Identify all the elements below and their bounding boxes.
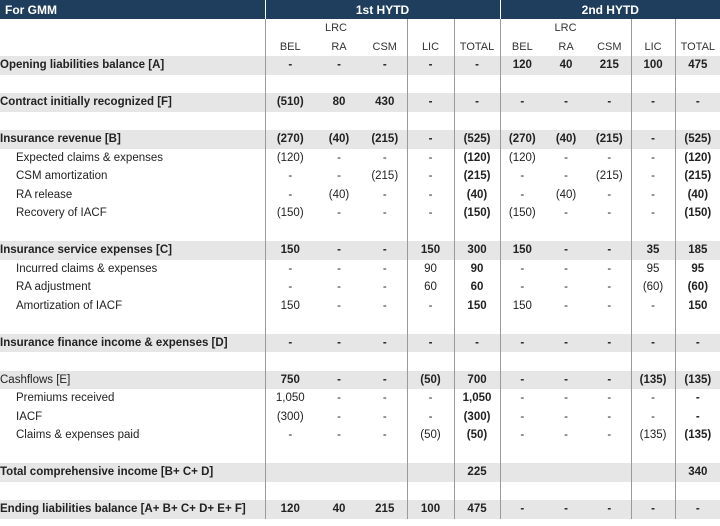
cell-p2-bel: - <box>500 389 544 408</box>
cell-p1-csm: 215 <box>363 500 407 519</box>
cell-p1-ra: - <box>315 56 363 75</box>
spacer-row <box>0 75 720 94</box>
cell-p1-total: (50) <box>454 426 500 445</box>
row-label: Recovery of IACF <box>16 207 107 220</box>
cell-p2-ra: - <box>564 281 568 294</box>
cell-p2-bel: - <box>500 260 544 279</box>
cell-p1-bel: 150 <box>265 241 315 260</box>
row-ra-adj <box>0 278 720 297</box>
cell-p1-ra: - <box>315 371 363 390</box>
cell-p2-bel: - <box>500 186 544 205</box>
cell-p2-total: 340 <box>675 463 720 482</box>
cell-p1-lic: - <box>407 149 454 168</box>
cell-p1-bel: - <box>265 167 315 186</box>
cell-p2-bel: - <box>500 371 544 390</box>
cell-p2-ra: - <box>544 371 588 390</box>
cell-p2-csm: - <box>607 188 612 201</box>
cell-p2-csm: - <box>588 93 631 112</box>
row-label: RA adjustment <box>16 281 91 294</box>
row-expected <box>0 149 720 168</box>
cell-p1-lic <box>407 463 454 482</box>
cell-p1-bel: 120 <box>265 500 315 519</box>
row-label: Insurance finance income & expenses [D] <box>0 334 265 353</box>
cell-p2-bel: 150 <box>500 241 544 260</box>
subheader-row-lrc <box>0 19 720 38</box>
spacer-row <box>0 112 720 131</box>
cell-p2-csm: - <box>607 262 612 275</box>
cell-p2-csm: (215) <box>588 130 631 149</box>
row-claims-paid <box>0 426 720 445</box>
cell-p1-ra: - <box>337 207 341 220</box>
cell-p2-csm: - <box>607 392 612 405</box>
cell-p2-total: - <box>675 334 720 353</box>
col-total-p1: TOTAL <box>454 38 500 57</box>
cell-p2-lic: 35 <box>631 241 675 260</box>
cell-p1-csm: - <box>363 334 407 353</box>
cell-p2-lic: - <box>631 167 675 186</box>
row-ra-release <box>0 186 720 205</box>
row-label: Total comprehensive income [B+ C+ D] <box>0 463 265 482</box>
row-label: Expected claims & expenses <box>16 151 164 164</box>
col-csm-p1: CSM <box>372 40 397 53</box>
cell-p2-csm: - <box>588 500 631 519</box>
cell-p2-bel: (270) <box>500 130 544 149</box>
cell-p1-csm: - <box>382 281 387 294</box>
cell-p1-ra: - <box>315 334 363 353</box>
cell-p1-total: - <box>454 93 500 112</box>
cell-p1-total: 225 <box>454 463 500 482</box>
cell-p2-ra: - <box>564 392 568 405</box>
cell-p1-ra: 80 <box>315 93 363 112</box>
cell-p2-lic: - <box>631 297 675 316</box>
col-bel-p1: BEL <box>265 38 315 57</box>
cell-p1-lic: - <box>407 204 454 223</box>
cell-p2-csm: (215) <box>595 170 623 183</box>
cell-p1-ra: - <box>337 410 341 423</box>
cell-p1-total: 90 <box>454 260 500 279</box>
cell-p1-csm: - <box>363 56 407 75</box>
cell-p2-total: - <box>675 500 720 519</box>
cell-p2-csm: - <box>588 334 631 353</box>
cell-p2-ra: - <box>564 299 568 312</box>
cell-p1-lic: 150 <box>407 241 454 260</box>
cell-p2-ra: - <box>544 334 588 353</box>
cell-p2-total: (60) <box>675 278 720 297</box>
cell-p2-total: 150 <box>675 297 720 316</box>
cell-p1-csm: - <box>363 371 407 390</box>
cell-p1-bel: 150 <box>265 297 315 316</box>
row-label: Insurance revenue [B] <box>0 130 265 149</box>
row-amort-iacf <box>0 297 720 316</box>
cell-p2-csm: - <box>607 151 612 164</box>
cell-p2-lic <box>631 463 675 482</box>
row-label: Cashflows [E] <box>0 371 265 390</box>
spacer-row <box>0 482 720 501</box>
cell-p1-total: (120) <box>454 149 500 168</box>
row-premiums <box>0 389 720 408</box>
row-label: Ending liabilities balance [A+ B+ C+ D+ E+ F] <box>0 500 265 519</box>
cell-p1-ra: - <box>337 429 341 442</box>
cell-p1-lic: - <box>407 93 454 112</box>
cell-p1-ra: - <box>337 281 341 294</box>
cell-p1-lic: - <box>407 408 454 427</box>
cell-p2-total: (135) <box>675 426 720 445</box>
cell-p1-lic: - <box>407 334 454 353</box>
row-opening <box>0 56 720 75</box>
cell-p2-bel: - <box>500 426 544 445</box>
cell-p1-ra: - <box>337 151 341 164</box>
cell-p2-lic: - <box>631 93 675 112</box>
cell-p1-csm: - <box>382 207 387 220</box>
row-label: CSM amortization <box>16 170 108 183</box>
cell-p2-lic: - <box>631 204 675 223</box>
cell-p1-total: 300 <box>454 241 500 260</box>
cell-p1-ra: - <box>337 170 341 183</box>
spacer-row <box>0 223 720 242</box>
cell-p1-csm: (215) <box>363 130 407 149</box>
col-bel-p2: BEL <box>500 38 544 57</box>
cell-p2-total: (150) <box>675 204 720 223</box>
col-ra-p1: RA <box>331 40 347 53</box>
cell-p2-bel: - <box>500 167 544 186</box>
cell-p2-ra: - <box>564 429 568 442</box>
cell-p1-ra: - <box>337 392 341 405</box>
row-label: RA release <box>16 188 73 201</box>
row-csm-amort <box>0 167 720 186</box>
spacer-row <box>0 445 720 464</box>
cell-p2-bel: - <box>500 408 544 427</box>
cell-p2-bel: (120) <box>500 149 544 168</box>
cell-p1-bel <box>265 463 315 482</box>
cell-p2-total: (525) <box>675 130 720 149</box>
cell-p2-ra: - <box>544 93 588 112</box>
row-tci <box>0 463 720 482</box>
cell-p2-ra: - <box>564 207 568 220</box>
cell-p2-bel: - <box>500 278 544 297</box>
cell-p2-bel: - <box>500 334 544 353</box>
cell-p1-total: (525) <box>454 130 500 149</box>
cell-p2-total: (215) <box>675 167 720 186</box>
cell-p2-csm: - <box>607 207 612 220</box>
row-recovery <box>0 204 720 223</box>
cell-p1-csm: - <box>382 410 387 423</box>
subheader-row-cols <box>0 38 720 57</box>
cell-p1-bel: (120) <box>265 149 315 168</box>
cell-p1-bel: (300) <box>265 408 315 427</box>
col-lic-p1: LIC <box>407 38 454 57</box>
cell-p2-total: (135) <box>675 371 720 390</box>
col-total-p2: TOTAL <box>675 38 720 57</box>
cell-p1-lic: - <box>407 389 454 408</box>
row-iacf <box>0 408 720 427</box>
cell-p1-lic: - <box>407 297 454 316</box>
cell-p2-ra: - <box>564 151 568 164</box>
cell-p2-ra <box>544 463 588 482</box>
cell-p2-lic: (60) <box>631 278 675 297</box>
cell-p2-csm: - <box>588 241 631 260</box>
row-label: Premiums received <box>16 392 115 405</box>
cell-p2-total: 475 <box>675 56 720 75</box>
cell-p2-total: 95 <box>675 260 720 279</box>
lrc-header-p1: LRC <box>265 19 407 38</box>
cell-p2-lic: 95 <box>631 260 675 279</box>
cell-p1-lic: (50) <box>407 426 454 445</box>
cell-p1-lic: - <box>407 56 454 75</box>
cell-p2-bel <box>500 463 544 482</box>
cell-p2-bel: - <box>500 500 544 519</box>
cell-p1-total: - <box>454 334 500 353</box>
cell-p1-ra: - <box>337 299 341 312</box>
cell-p2-ra: - <box>544 241 588 260</box>
cell-p1-lic: - <box>407 130 454 149</box>
row-label: Opening liabilities balance [A] <box>0 56 265 75</box>
cell-p1-ra <box>315 463 363 482</box>
cell-p1-bel: (270) <box>265 130 315 149</box>
cell-p2-csm: - <box>588 371 631 390</box>
cell-p1-total: 700 <box>454 371 500 390</box>
cell-p1-total: (40) <box>454 186 500 205</box>
cell-p2-csm: - <box>607 410 612 423</box>
row-contract <box>0 93 720 112</box>
row-label: Claims & expenses paid <box>16 429 140 442</box>
cell-p1-lic: - <box>407 167 454 186</box>
lrc-header-p2: LRC <box>500 19 631 38</box>
cell-p1-ra: (40) <box>328 188 350 201</box>
cell-p1-csm: - <box>382 392 387 405</box>
cell-p2-csm <box>588 463 631 482</box>
cell-p2-ra: - <box>544 500 588 519</box>
cell-p1-csm: - <box>382 299 387 312</box>
row-ending <box>0 500 720 519</box>
cell-p1-csm: - <box>382 429 387 442</box>
cell-p1-total: 475 <box>454 500 500 519</box>
row-label: IACF <box>16 410 43 423</box>
cell-p1-lic: - <box>407 186 454 205</box>
cell-p1-csm: (215) <box>371 170 399 183</box>
col-csm-p2: CSM <box>597 40 622 53</box>
cell-p1-total: 150 <box>454 297 500 316</box>
cell-p1-lic: 100 <box>407 500 454 519</box>
row-cashflows <box>0 371 720 390</box>
cell-p1-bel: - <box>265 260 315 279</box>
cell-p2-lic: - <box>631 186 675 205</box>
cell-p2-bel: 120 <box>500 56 544 75</box>
cell-p1-bel: - <box>265 56 315 75</box>
cell-p1-total: (300) <box>454 408 500 427</box>
row-label: Incurred claims & expenses <box>16 262 158 275</box>
cell-p1-bel: 750 <box>265 371 315 390</box>
cell-p2-lic: - <box>631 130 675 149</box>
period-2-header: 2nd HYTD <box>500 0 720 19</box>
cell-p1-csm: - <box>382 262 387 275</box>
cell-p2-bel: (150) <box>500 204 544 223</box>
row-incurred <box>0 260 720 279</box>
cell-p1-lic: 60 <box>407 278 454 297</box>
cell-p2-total: 185 <box>675 241 720 260</box>
cell-p1-lic: 90 <box>407 260 454 279</box>
cell-p2-lic: (135) <box>631 426 675 445</box>
cell-p2-bel: 150 <box>500 297 544 316</box>
row-label: Insurance service expenses [C] <box>0 241 265 260</box>
cell-p1-bel: - <box>265 186 315 205</box>
cell-p2-lic: - <box>631 389 675 408</box>
header-row <box>0 0 720 19</box>
cell-p1-total: 60 <box>454 278 500 297</box>
cell-p1-total: 1,050 <box>454 389 500 408</box>
cell-p1-total: (150) <box>454 204 500 223</box>
cell-p1-ra: - <box>337 262 341 275</box>
cell-p1-ra: - <box>315 241 363 260</box>
cell-p2-ra: - <box>564 170 568 183</box>
cell-p2-csm: - <box>607 429 612 442</box>
cell-p1-lic: (50) <box>407 371 454 390</box>
cell-p2-total: - <box>675 93 720 112</box>
cell-p1-bel: - <box>265 334 315 353</box>
cell-p2-ra: 40 <box>544 56 588 75</box>
cell-p1-ra: (40) <box>315 130 363 149</box>
cell-p2-lic: 100 <box>631 56 675 75</box>
cell-p1-bel: - <box>265 278 315 297</box>
cell-p1-ra: 40 <box>315 500 363 519</box>
cell-p1-bel: - <box>265 426 315 445</box>
cell-p2-bel: - <box>500 93 544 112</box>
cell-p1-total: - <box>454 56 500 75</box>
row-finance <box>0 334 720 353</box>
col-ra-p2: RA <box>558 40 574 53</box>
spacer-row <box>0 352 720 371</box>
period-1-header: 1st HYTD <box>265 0 500 19</box>
cell-p2-lic: - <box>631 334 675 353</box>
cell-p1-csm: - <box>382 151 387 164</box>
row-service <box>0 241 720 260</box>
cell-p2-csm: - <box>607 299 612 312</box>
cell-p2-ra: (40) <box>555 188 577 201</box>
cell-p2-total: (40) <box>675 186 720 205</box>
cell-p2-csm: - <box>607 281 612 294</box>
table-body <box>0 56 720 519</box>
cell-p1-bel: (510) <box>265 93 315 112</box>
col-lic-p2: LIC <box>631 38 675 57</box>
cell-p2-total: - <box>675 389 720 408</box>
cell-p1-bel: (150) <box>265 204 315 223</box>
cell-p2-ra: - <box>564 262 568 275</box>
cell-p2-total: (120) <box>675 149 720 168</box>
cell-p2-total: - <box>675 408 720 427</box>
cell-p2-ra: (40) <box>544 130 588 149</box>
cell-p1-csm <box>363 463 407 482</box>
cell-p1-csm: - <box>363 241 407 260</box>
cell-p2-ra: - <box>564 410 568 423</box>
cell-p2-lic: - <box>631 408 675 427</box>
header-label: For GMM <box>0 0 265 19</box>
cell-p1-bel: 1,050 <box>265 389 315 408</box>
row-revenue <box>0 130 720 149</box>
row-label: Amortization of IACF <box>16 299 123 312</box>
cell-p1-csm: 430 <box>363 93 407 112</box>
cell-p2-csm: 215 <box>588 56 631 75</box>
cell-p1-total: (215) <box>454 167 500 186</box>
spacer-row <box>0 315 720 334</box>
row-label: Contract initially recognized [F] <box>0 93 265 112</box>
cell-p2-lic: - <box>631 500 675 519</box>
cell-p1-csm: - <box>382 188 387 201</box>
cell-p2-lic: - <box>631 149 675 168</box>
cell-p2-lic: (135) <box>631 371 675 390</box>
